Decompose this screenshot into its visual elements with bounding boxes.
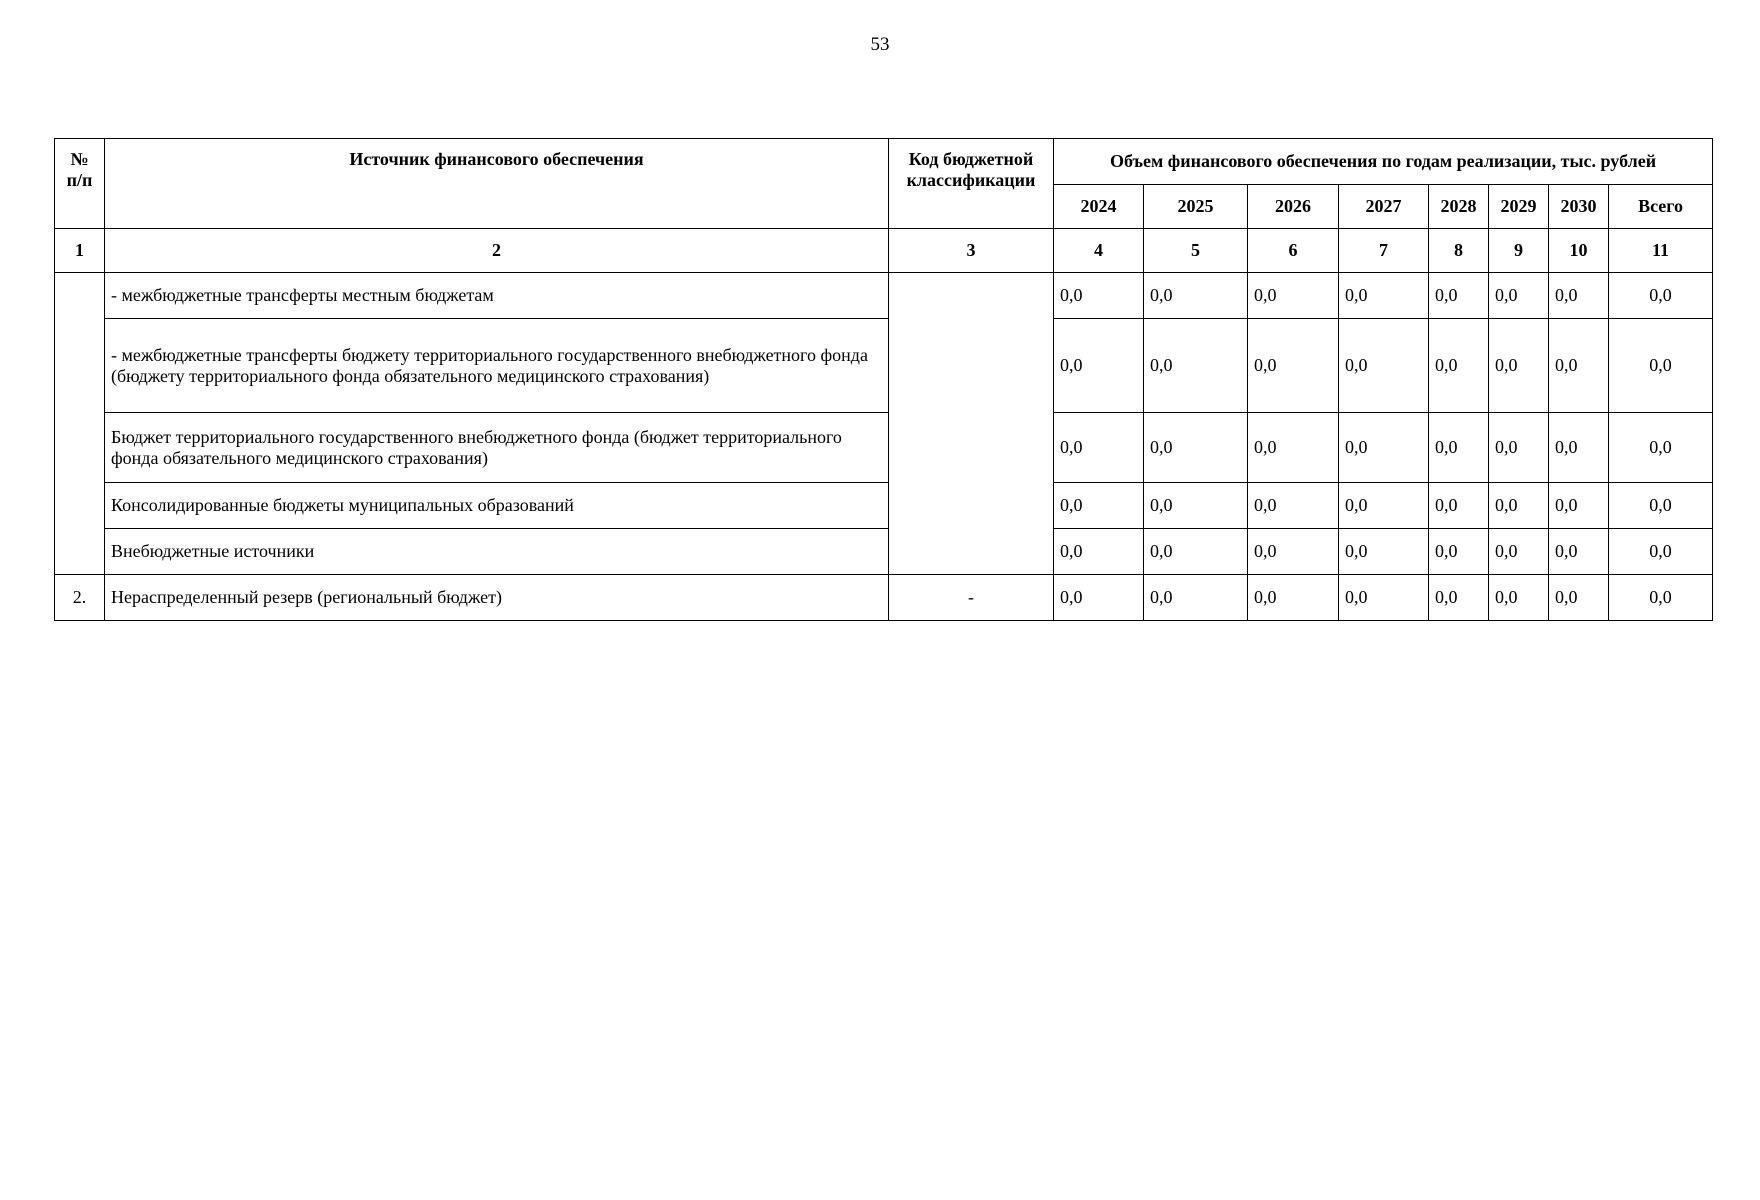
total-cell: 0,0 <box>1609 273 1713 319</box>
table-row <box>55 483 1713 529</box>
financing-table <box>54 138 1713 621</box>
value-cell: 0,0 <box>1054 413 1144 483</box>
value-cell: 0,0 <box>1549 575 1609 621</box>
column-number: 7 <box>1339 229 1429 273</box>
value-cell: 0,0 <box>1144 529 1248 575</box>
source-cell: Консолидированные бюджеты муниципальных образований <box>105 483 889 529</box>
value-cell: 0,0 <box>1054 319 1144 413</box>
code-cell <box>889 273 1054 575</box>
value-cell: 0,0 <box>1054 575 1144 621</box>
value-cell: 0,0 <box>1549 529 1609 575</box>
value-cell: 0,0 <box>1429 413 1489 483</box>
value-cell: 0,0 <box>1549 413 1609 483</box>
column-number: 5 <box>1144 229 1248 273</box>
value-cell: 0,0 <box>1248 273 1339 319</box>
source-cell: - межбюджетные трансферты местным бюджетам <box>105 273 889 319</box>
total-cell: 0,0 <box>1609 319 1713 413</box>
value-cell: 0,0 <box>1144 319 1248 413</box>
value-cell: 0,0 <box>1144 575 1248 621</box>
header-year: 2027 <box>1339 185 1429 229</box>
value-cell: 0,0 <box>1248 319 1339 413</box>
header-source: Источник финансового обеспечения <box>105 139 889 229</box>
table-row <box>55 529 1713 575</box>
table-row <box>55 413 1713 483</box>
value-cell: 0,0 <box>1489 483 1549 529</box>
header-total: Всего <box>1609 185 1713 229</box>
source-cell: Нераспределенный резерв (региональный бюджет) <box>105 575 889 621</box>
value-cell: 0,0 <box>1054 529 1144 575</box>
header-year: 2028 <box>1429 185 1489 229</box>
value-cell: 0,0 <box>1248 529 1339 575</box>
value-cell: 0,0 <box>1144 273 1248 319</box>
value-cell: 0,0 <box>1248 483 1339 529</box>
value-cell: 0,0 <box>1144 413 1248 483</box>
value-cell: 0,0 <box>1429 483 1489 529</box>
value-cell: 0,0 <box>1339 529 1429 575</box>
value-cell: 0,0 <box>1339 575 1429 621</box>
total-cell: 0,0 <box>1609 413 1713 483</box>
source-cell: Бюджет территориального государственного внебюджетного фонда (бюджет территориального фонда обязательного медицинского страхования) <box>105 413 889 483</box>
value-cell: 0,0 <box>1489 575 1549 621</box>
page-number: 53 <box>870 34 890 55</box>
value-cell: 0,0 <box>1339 413 1429 483</box>
header-year: 2024 <box>1054 185 1144 229</box>
value-cell: 0,0 <box>1489 529 1549 575</box>
table-row <box>55 273 1713 319</box>
header-year: 2030 <box>1549 185 1609 229</box>
header-volume: Объем финансового обеспечения по годам реализации, тыс. рублей <box>1054 139 1713 185</box>
code-cell: - <box>889 575 1054 621</box>
column-number: 9 <box>1489 229 1549 273</box>
total-cell: 0,0 <box>1609 529 1713 575</box>
column-number: 4 <box>1054 229 1144 273</box>
header-code: Код бюджетной классификации <box>889 139 1054 229</box>
value-cell: 0,0 <box>1248 575 1339 621</box>
source-cell: Внебюджетные источники <box>105 529 889 575</box>
value-cell: 0,0 <box>1549 483 1609 529</box>
header-year: 2026 <box>1248 185 1339 229</box>
column-number: 8 <box>1429 229 1489 273</box>
row-num-cell <box>55 273 105 575</box>
value-cell: 0,0 <box>1489 319 1549 413</box>
column-number: 11 <box>1609 229 1713 273</box>
total-cell: 0,0 <box>1609 575 1713 621</box>
column-number: 6 <box>1248 229 1339 273</box>
header-year: 2029 <box>1489 185 1549 229</box>
value-cell: 0,0 <box>1054 273 1144 319</box>
value-cell: 0,0 <box>1429 529 1489 575</box>
header-year: 2025 <box>1144 185 1248 229</box>
value-cell: 0,0 <box>1549 273 1609 319</box>
table-row <box>55 319 1713 413</box>
value-cell: 0,0 <box>1339 483 1429 529</box>
value-cell: 0,0 <box>1429 273 1489 319</box>
value-cell: 0,0 <box>1144 483 1248 529</box>
column-number: 3 <box>889 229 1054 273</box>
header-num: № п/п <box>55 139 105 229</box>
source-cell: - межбюджетные трансферты бюджету территориального государственного внебюджетного фонда (бюджету территориального фонда обязательного медицинского страхования) <box>105 319 889 413</box>
table-row <box>55 575 1713 621</box>
value-cell: 0,0 <box>1429 575 1489 621</box>
value-cell: 0,0 <box>1489 413 1549 483</box>
value-cell: 0,0 <box>1489 273 1549 319</box>
column-number: 2 <box>105 229 889 273</box>
column-number: 10 <box>1549 229 1609 273</box>
row-num-cell: 2. <box>55 575 105 621</box>
value-cell: 0,0 <box>1549 319 1609 413</box>
value-cell: 0,0 <box>1054 483 1144 529</box>
value-cell: 0,0 <box>1248 413 1339 483</box>
value-cell: 0,0 <box>1429 319 1489 413</box>
column-number: 1 <box>55 229 105 273</box>
value-cell: 0,0 <box>1339 319 1429 413</box>
value-cell: 0,0 <box>1339 273 1429 319</box>
total-cell: 0,0 <box>1609 483 1713 529</box>
